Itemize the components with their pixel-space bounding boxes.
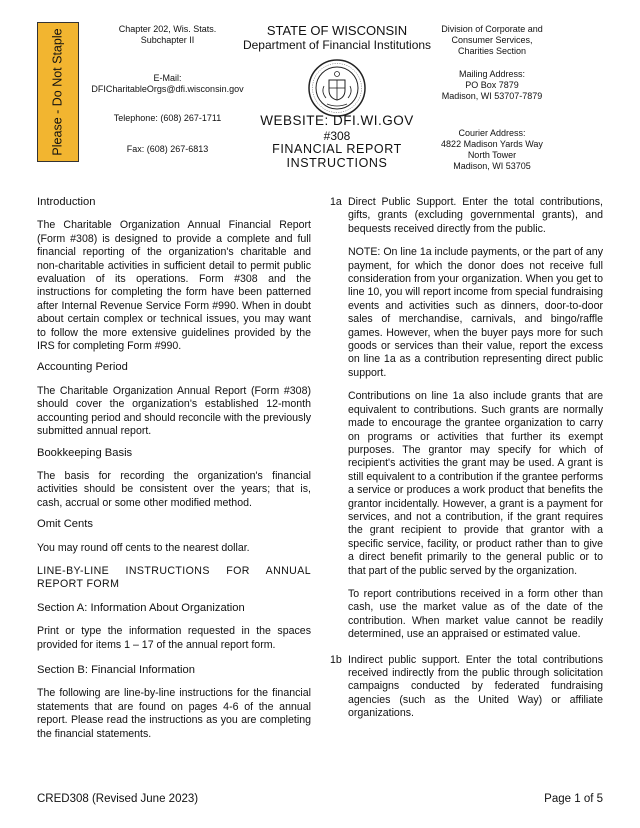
state-heading: STATE OF WISCONSIN [266, 23, 408, 38]
website-link[interactable]: WEBSITE: DFI.WI.GOV [260, 113, 414, 128]
item-1a-text: Direct Public Support. Enter the total contributions, gifts, grants (excluding governmental grants), and bequests received directly from the public. [348, 196, 603, 235]
accounting-period-text: The Charitable Organization Annual Report (Form #308) should cover the organization's established 12-month accounting period and should reconcile with the previously submitted annual report. [37, 384, 311, 438]
document-subtitle: INSTRUCTIONS [286, 156, 388, 170]
item-1b-text: Indirect public support. Enter the total contributions received indirectly from the public through solicitation campaigns conducted by federated fundraising agencies (such as the United Way) or affiliate organizations. [348, 653, 603, 720]
page-number: Page 1 of 5 [544, 793, 603, 805]
omit-cents-text: You may round off cents to the nearest dollar. [37, 541, 250, 554]
omit-cents-heading: Omit Cents [37, 518, 93, 531]
section-a-text: Print or type the information requested in the spaces provided for items 1 – 17 of the annual report form. [37, 625, 311, 651]
statute-reference: Chapter 202, Wis. Stats. Subchapter II [118, 24, 217, 45]
department-heading: Department of Financial Institutions [242, 38, 432, 52]
grants-text: Contributions on line 1a also include grants that are equivalent to contributions. Such grants are normally made to encourage the grantee organization to carry on programs or activities that further its exempt purposes. The grantor may specify for which of recipient's activities the grant may be used. A grant is still equivalent to a contribution if the grantee performs a service or produces a work product that benefits the grantor incidentally. However, a grant is a payment for services, and not a contribution, if the grant requires the grant recipient to provide that grantor with a specific service, facility, or product rather than to give a direct benefit primarily to the general public or to that part of the public served by the organization. [348, 390, 603, 577]
wisconsin-seal-icon [307, 58, 367, 118]
telephone: Telephone: (608) 267-1711 [113, 113, 222, 123]
left-column [37, 196, 311, 741]
courier-address: Courier Address: 4822 Madison Yards Way North Tower Madison, WI 53705 [441, 128, 543, 171]
item-number: 1b [330, 653, 342, 666]
note-text: NOTE: On line 1a include payments, or the part of any payment, for which the donor does not receive full consideration from your organization. When you get to line 10, you will report income from special fundraising events and activities such as dinners, door-to-door sales of merchandise, carnivals, and bingo/raffle games. However, when the buyer pays more for such goods or services than their value, report the excess on line 1a as a contribution representing direct public support. [348, 246, 603, 379]
mailing-address: Mailing Address: PO Box 7879 Madison, WI 53707-7879 [441, 69, 543, 101]
fax: Fax: (608) 267-6813 [126, 144, 209, 154]
section-b-heading: Section B: Financial Information [37, 663, 195, 676]
form-number: #308 [323, 129, 351, 143]
email-link[interactable]: DFICharitableOrgs@dfi.wisconsin.gov [91, 84, 244, 94]
document-title: FINANCIAL REPORT [272, 142, 402, 156]
bookkeeping-heading: Bookkeeping Basis [37, 446, 133, 459]
form-revision: CRED308 (Revised June 2023) [37, 793, 199, 805]
non-cash-contributions-text: To report contributions received in a form other than cash, use the market value as of the date of the contribution. When market value cannot be readily determined, use an appraised or estimated value. [348, 587, 603, 641]
accounting-period-heading: Accounting Period [37, 361, 128, 374]
bookkeeping-text: The basis for recording the organization's financial activities should be consistent over the years; that is, cash, accrual or some other modified method. [37, 469, 311, 509]
section-b-text: The following are line-by-line instructions for the financial statements that are found on pages 4-6 of the annual report. Please read the instructions as you are completing the financial statements. [37, 687, 311, 740]
item-1b [330, 654, 603, 721]
email-block: E-Mail: DFICharitableOrgs@dfi.wisconsin.gov [80, 73, 255, 95]
division-block: Division of Corporate and Consumer Services, Charities Section [441, 24, 543, 56]
item-number: 1a [330, 196, 342, 208]
line-by-line-heading: LINE-BY-LINE INSTRUCTIONS FOR ANNUAL REPORT FORM [37, 564, 311, 591]
intro-heading: Introduction [37, 196, 96, 208]
intro-text: The Charitable Organization Annual Financial Report (Form #308) is designed to provide a complete and full financial reporting of the organization's charitable and non-charitable activities in sufficient detail to permit public evaluation of its operations. Form #308 and the instructions for completing the form have been patterned after Internal Revenue Service Form #990. When in doubt about certain complex or technical issues, you may want to follow the more extensive guidelines provided by the IRS for completing Form #990. [37, 219, 311, 353]
right-column [330, 196, 603, 721]
do-not-staple-notice: Please - Do Not Staple [37, 22, 79, 162]
section-a-heading: Section A: Information About Organization [37, 601, 245, 614]
item-1a [330, 196, 603, 236]
